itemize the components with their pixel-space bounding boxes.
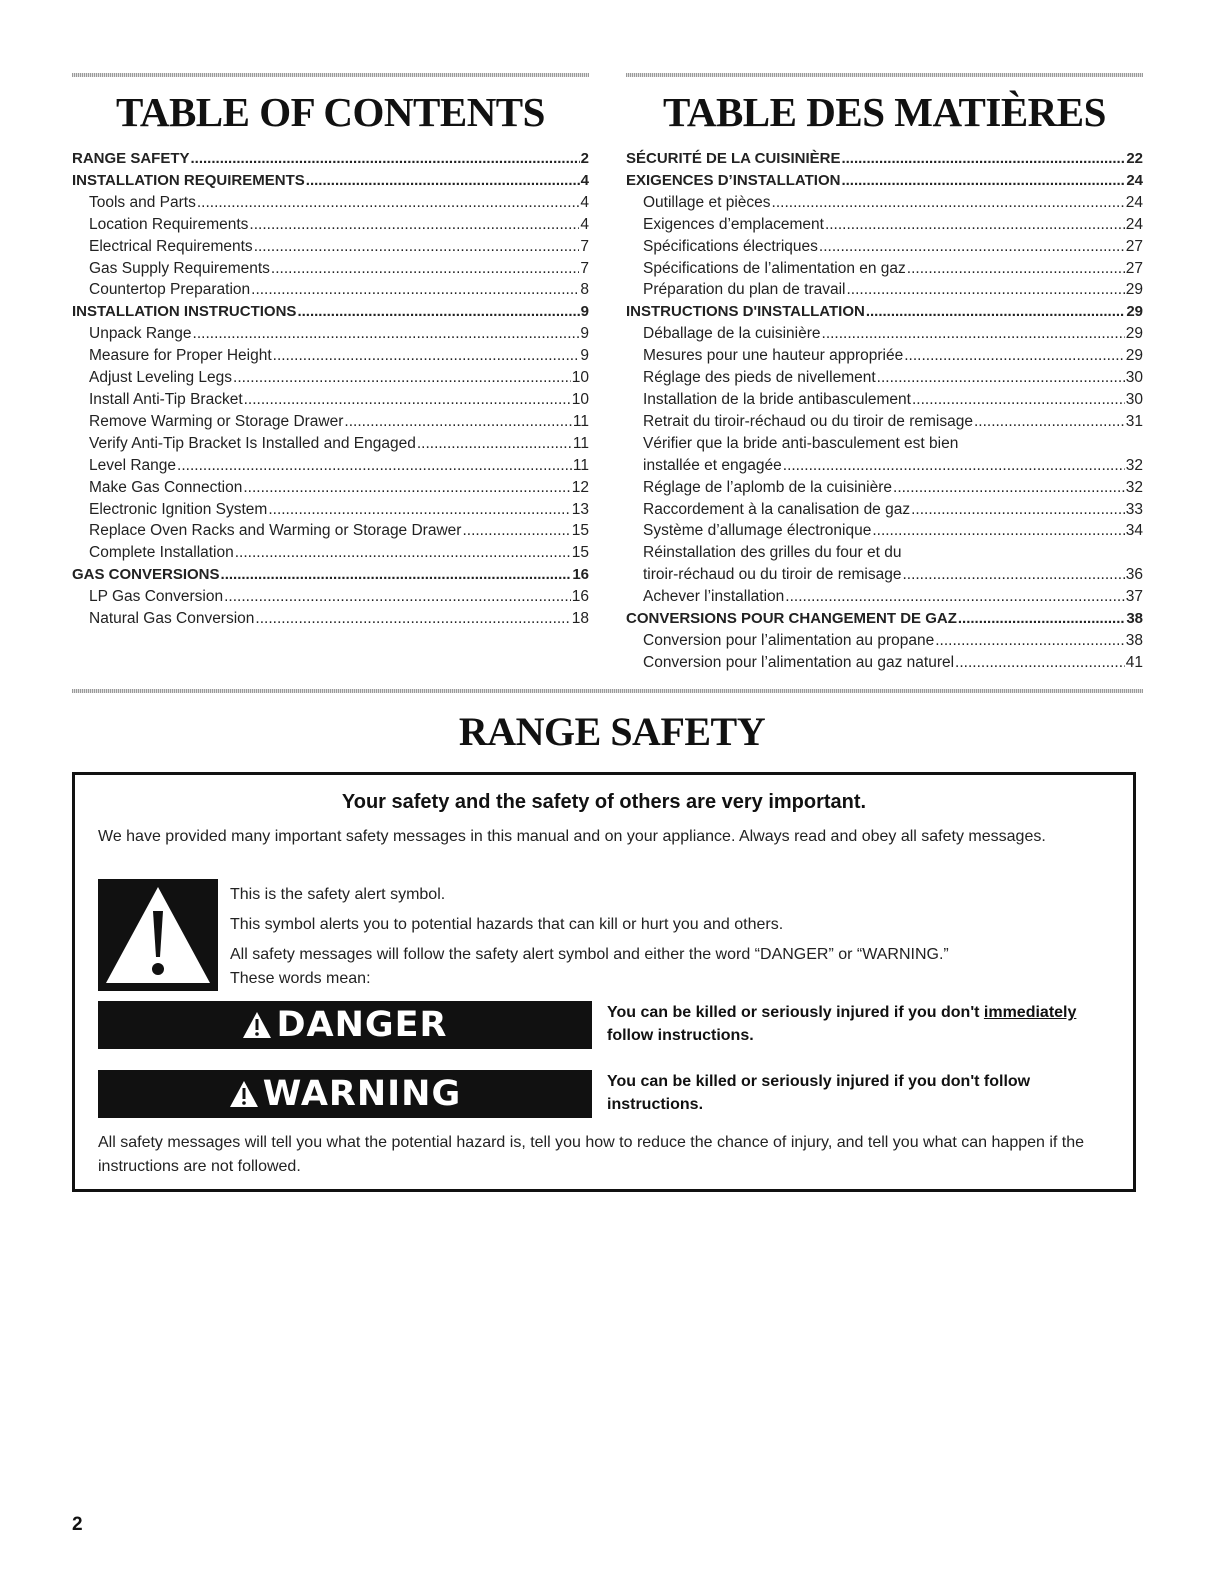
toc-page-number: 29 — [1126, 303, 1143, 321]
toc-en-top-rule — [72, 73, 589, 77]
toc-entry-label: Location Requirements — [89, 215, 249, 233]
warning-banner — [98, 1070, 592, 1118]
toc-page-number: 34 — [1125, 522, 1143, 540]
toc-page-number: 11 — [572, 456, 589, 474]
toc-subsection-entry — [72, 542, 589, 564]
toc-leader-dots — [235, 542, 571, 564]
toc-page-number: 30 — [1125, 369, 1143, 387]
toc-leader-dots — [193, 323, 580, 345]
toc-english-title: TABLE OF CONTENTS — [116, 89, 545, 135]
toc-entry-label-cont: tiroir-réchaud ou du tiroir de remisage — [643, 566, 902, 584]
toc-section-entry — [626, 148, 1143, 170]
toc-english — [72, 80, 589, 630]
toc-leader-dots — [935, 630, 1125, 652]
toc-section-entry — [626, 170, 1143, 192]
toc-entry-label: INSTRUCTIONS D'INSTALLATION — [626, 303, 865, 321]
toc-subsection-entry — [626, 214, 1143, 236]
toc-page-number: 38 — [1125, 631, 1143, 649]
alert-line: All safety messages will follow the safety alert symbol and either the word “DANGER” or “WARNING.” — [230, 946, 949, 963]
toc-page-number: 4 — [580, 215, 589, 233]
toc-leader-dots — [893, 477, 1125, 499]
toc-page-number: 29 — [1125, 347, 1143, 365]
toc-leader-dots — [243, 477, 570, 499]
safety-alert-symbol-icon — [98, 879, 218, 991]
toc-page-number: 41 — [1125, 653, 1143, 671]
toc-page-number: 11 — [572, 412, 589, 430]
toc-page-number: 32 — [1125, 456, 1143, 474]
toc-page-number: 18 — [571, 610, 589, 628]
toc-subsection-entry — [72, 389, 589, 411]
toc-page-number: 16 — [572, 566, 589, 584]
toc-leader-dots — [974, 411, 1125, 433]
warning-text: You can be killed or seriously injured if you don't follow — [607, 1073, 1031, 1090]
toc-entry-label: Adjust Leveling Legs — [89, 369, 233, 387]
toc-leader-dots — [877, 367, 1125, 389]
toc-page-number: 4 — [580, 193, 589, 211]
toc-leader-dots — [819, 236, 1125, 258]
toc-leader-dots — [251, 279, 579, 301]
toc-subsection-entry — [626, 520, 1143, 542]
toc-entry-label: Electronic Ignition System — [89, 500, 268, 518]
toc-entry-label: Complete Installation — [89, 544, 234, 562]
toc-entry-label: Spécifications de l’alimentation en gaz — [643, 259, 906, 277]
danger-text: You can be killed or seriously injured if you don't — [607, 1004, 984, 1021]
toc-entry-label: Raccordement à la canalisation de gaz — [643, 500, 911, 518]
toc-leader-dots — [224, 586, 571, 608]
toc-page-number: 2 — [580, 150, 589, 167]
toc-subsection-entry — [626, 323, 1143, 345]
toc-entry-label: LP Gas Conversion — [89, 588, 224, 606]
toc-leader-dots — [197, 192, 580, 214]
toc-section-entry — [72, 170, 589, 192]
danger-label: DANGER — [276, 1005, 448, 1045]
toc-leader-dots — [912, 389, 1125, 411]
toc-subsection-entry — [626, 477, 1143, 499]
toc-page-number: 24 — [1126, 171, 1143, 189]
toc-page-number: 15 — [571, 544, 589, 562]
toc-subsection-entry — [72, 608, 589, 630]
toc-subsection-entry — [72, 236, 589, 258]
toc-subsection-entry — [626, 192, 1143, 214]
toc-subsection-entry — [72, 214, 589, 236]
alert-triangle-icon — [242, 1011, 272, 1039]
toc-entry-label: Vérifier que la bride anti-basculement est bien — [643, 434, 959, 452]
safety-heading: Your safety and the safety of others are very important. — [341, 791, 867, 813]
toc-subsection-entry — [72, 411, 589, 433]
toc-subsection-entry — [626, 542, 1143, 586]
danger-banner — [98, 1001, 592, 1049]
toc-leader-dots — [847, 279, 1125, 301]
toc-page-number: 27 — [1125, 237, 1143, 255]
toc-leader-dots — [841, 170, 1125, 192]
toc-leader-dots — [254, 236, 580, 258]
toc-leader-dots — [417, 433, 572, 455]
toc-fr-top-rule — [626, 73, 1143, 77]
toc-entry-label: Déballage de la cuisinière — [643, 325, 821, 343]
toc-section-entry — [626, 301, 1143, 323]
toc-page-number: 30 — [1125, 390, 1143, 408]
toc-entry-label: Achever l’installation — [643, 588, 785, 606]
toc-subsection-entry — [626, 630, 1143, 652]
toc-entry-label: Verify Anti-Tip Bracket Is Installed and Engaged — [89, 434, 416, 452]
toc-page-number: 31 — [1125, 412, 1143, 430]
toc-french-title: TABLE DES MATIÈRES — [663, 89, 1106, 135]
toc-section-entry — [72, 301, 589, 323]
toc-subsection-entry — [72, 499, 589, 521]
toc-page-number: 32 — [1125, 478, 1143, 496]
toc-leader-dots — [233, 367, 571, 389]
toc-leader-dots — [271, 258, 579, 280]
toc-page-number: 27 — [1125, 259, 1143, 277]
toc-entry-label: INSTALLATION INSTRUCTIONS — [72, 303, 297, 321]
toc-leader-dots — [255, 608, 570, 630]
toc-entry-label: GAS CONVERSIONS — [72, 566, 220, 584]
toc-leader-dots — [191, 148, 580, 170]
toc-leader-dots — [772, 192, 1125, 214]
toc-subsection-entry — [626, 586, 1143, 608]
toc-leader-dots — [822, 323, 1125, 345]
toc-entry-label: Conversion pour l’alimentation au propane — [643, 631, 935, 649]
toc-page-number: 9 — [580, 303, 589, 321]
toc-leader-dots — [221, 564, 572, 586]
toc-subsection-entry — [72, 520, 589, 542]
range-safety-title: RANGE SAFETY — [458, 709, 766, 754]
toc-section-entry — [72, 564, 589, 586]
toc-leader-dots — [841, 148, 1125, 170]
toc-subsection-entry — [72, 433, 589, 455]
toc-entry-label: Remove Warming or Storage Drawer — [89, 412, 344, 430]
toc-subsection-entry — [626, 279, 1143, 301]
alert-line: These words mean: — [230, 970, 371, 987]
warning-label: WARNING — [262, 1074, 462, 1114]
safety-outro-text: All safety messages will tell you what the potential hazard is, tell you how to reduce the chance of injury, and tell you what can happen if the instructions are not followed. — [98, 1134, 1085, 1175]
safety-message-box — [72, 772, 1136, 1192]
toc-french — [626, 80, 1143, 674]
toc-page-number: 12 — [571, 478, 589, 496]
toc-leader-dots — [872, 520, 1124, 542]
toc-page-number: 7 — [580, 237, 589, 255]
toc-page-number: 24 — [1125, 215, 1143, 233]
toc-leader-dots — [344, 411, 572, 433]
toc-leader-dots — [958, 608, 1125, 630]
toc-entry-label: Replace Oven Racks and Warming or Storage Drawer — [89, 522, 462, 540]
toc-leader-dots — [462, 520, 570, 542]
alert-line: This symbol alerts you to potential hazards that can kill or hurt you and others. — [230, 916, 784, 933]
toc-page-number: 13 — [571, 500, 589, 518]
toc-page-number: 38 — [1126, 610, 1143, 628]
toc-subsection-entry — [626, 367, 1143, 389]
toc-page-number: 36 — [1125, 566, 1143, 584]
toc-leader-dots — [268, 499, 570, 521]
toc-leader-dots — [866, 301, 1125, 323]
toc-section-entry — [626, 608, 1143, 630]
toc-subsection-entry — [72, 477, 589, 499]
toc-page-number: 10 — [571, 369, 589, 387]
toc-page-number: 16 — [571, 588, 589, 606]
toc-subsection-entry — [72, 192, 589, 214]
warning-text-cont: instructions. — [607, 1096, 704, 1113]
toc-leader-dots — [904, 345, 1125, 367]
toc-subsection-entry — [72, 367, 589, 389]
toc-page-number: 29 — [1125, 325, 1143, 343]
toc-entry-label: Make Gas Connection — [89, 478, 243, 496]
toc-leader-dots — [911, 499, 1125, 521]
toc-subsection-entry — [626, 236, 1143, 258]
toc-subsection-entry — [626, 258, 1143, 280]
toc-subsection-entry — [72, 345, 589, 367]
toc-page-number: 22 — [1126, 150, 1143, 167]
toc-leader-dots — [249, 214, 579, 236]
toc-leader-dots — [297, 301, 579, 323]
toc-subsection-entry — [626, 345, 1143, 367]
toc-subsection-entry — [72, 323, 589, 345]
toc-entry-label: Gas Supply Requirements — [89, 259, 270, 277]
toc-entry-label: Mesures pour une hauteur appropriée — [643, 347, 904, 365]
toc-entry-label: Measure for Proper Height — [89, 347, 272, 365]
warning-description — [607, 1070, 1127, 1116]
toc-entry-label: Réinstallation des grilles du four et du — [643, 544, 902, 562]
toc-entry-label: INSTALLATION REQUIREMENTS — [72, 171, 305, 189]
warning-triangle-icon — [98, 879, 218, 991]
toc-entry-label: Electrical Requirements — [89, 237, 253, 255]
toc-entry-label: CONVERSIONS POUR CHANGEMENT DE GAZ — [626, 610, 957, 628]
toc-leader-dots — [785, 586, 1124, 608]
safety-alert-explanation — [230, 883, 1110, 991]
toc-subsection-entry — [72, 279, 589, 301]
toc-entry-label: Réglage des pieds de nivellement — [643, 369, 876, 387]
toc-subsection-entry — [626, 411, 1143, 433]
toc-subsection-entry — [626, 499, 1143, 521]
toc-entry-label: Réglage de l’aplomb de la cuisinière — [643, 478, 893, 496]
toc-french-list — [626, 148, 1143, 674]
toc-leader-dots — [825, 214, 1125, 236]
toc-entry-label: Tools and Parts — [89, 193, 196, 211]
toc-entry-label: RANGE SAFETY — [72, 150, 190, 167]
toc-leader-dots — [783, 455, 1125, 477]
toc-entry-label: Retrait du tiroir-réchaud ou du tiroir de remisage — [643, 412, 973, 430]
toc-entry-label: Natural Gas Conversion — [89, 610, 255, 628]
toc-leader-dots — [955, 652, 1125, 674]
toc-page-number: 8 — [580, 281, 589, 299]
toc-entry-label: SÉCURITÉ DE LA CUISINIÈRE — [626, 150, 841, 167]
toc-subsection-entry — [72, 586, 589, 608]
toc-page-number: 33 — [1125, 500, 1143, 518]
toc-page-number: 11 — [572, 434, 589, 452]
toc-entry-label: Système d’allumage électronique — [643, 522, 872, 540]
alert-line: This is the safety alert symbol. — [230, 886, 446, 903]
toc-leader-dots — [306, 170, 580, 192]
toc-subsection-entry — [626, 389, 1143, 411]
danger-description — [607, 1001, 1127, 1047]
toc-page-number: 4 — [580, 171, 589, 189]
toc-entry-label: Unpack Range — [89, 325, 192, 343]
toc-page-number: 10 — [571, 390, 589, 408]
toc-page-number: 9 — [580, 347, 589, 365]
toc-page-number: 7 — [580, 259, 589, 277]
toc-entry-label: EXIGENCES D’INSTALLATION — [626, 171, 841, 189]
toc-page-number: 15 — [571, 522, 589, 540]
toc-entry-label: Outillage et pièces — [643, 193, 771, 211]
toc-leader-dots — [177, 455, 572, 477]
toc-leader-dots — [902, 564, 1124, 586]
toc-entry-label: Exigences d’emplacement — [643, 215, 824, 233]
toc-subsection-entry — [626, 652, 1143, 674]
toc-entry-label: Préparation du plan de travail — [643, 281, 846, 299]
toc-entry-label: Conversion pour l’alimentation au gaz naturel — [643, 653, 955, 671]
toc-entry-label: Spécifications électriques — [643, 237, 818, 255]
toc-entry-label: Level Range — [89, 456, 177, 474]
toc-page-number: 9 — [580, 325, 589, 343]
toc-entry-label: Install Anti-Tip Bracket — [89, 390, 243, 408]
toc-page-number: 37 — [1125, 588, 1143, 606]
toc-subsection-entry — [72, 455, 589, 477]
toc-page-number: 29 — [1125, 281, 1143, 299]
toc-leader-dots — [907, 258, 1125, 280]
toc-leader-dots — [273, 345, 580, 367]
toc-entry-label: Installation de la bride antibasculement — [643, 390, 911, 408]
section-divider-rule — [72, 689, 1143, 693]
danger-text-cont: follow instructions. — [607, 1027, 754, 1044]
toc-leader-dots — [244, 389, 571, 411]
toc-english-list — [72, 148, 589, 630]
page-number: 2 — [72, 1514, 83, 1535]
toc-entry-label-cont: installée et engagée — [643, 456, 782, 474]
danger-text-emphasis: immediately — [983, 1004, 1077, 1021]
toc-subsection-entry — [72, 258, 589, 280]
toc-section-entry — [72, 148, 589, 170]
safety-intro-text: We have provided many important safety messages in this manual and on your appliance. Always read and obey all safety messages. — [98, 828, 1046, 845]
alert-triangle-icon — [229, 1080, 259, 1108]
toc-subsection-entry — [626, 433, 1143, 477]
toc-entry-label: Countertop Preparation — [89, 281, 251, 299]
toc-page-number: 24 — [1125, 193, 1143, 211]
